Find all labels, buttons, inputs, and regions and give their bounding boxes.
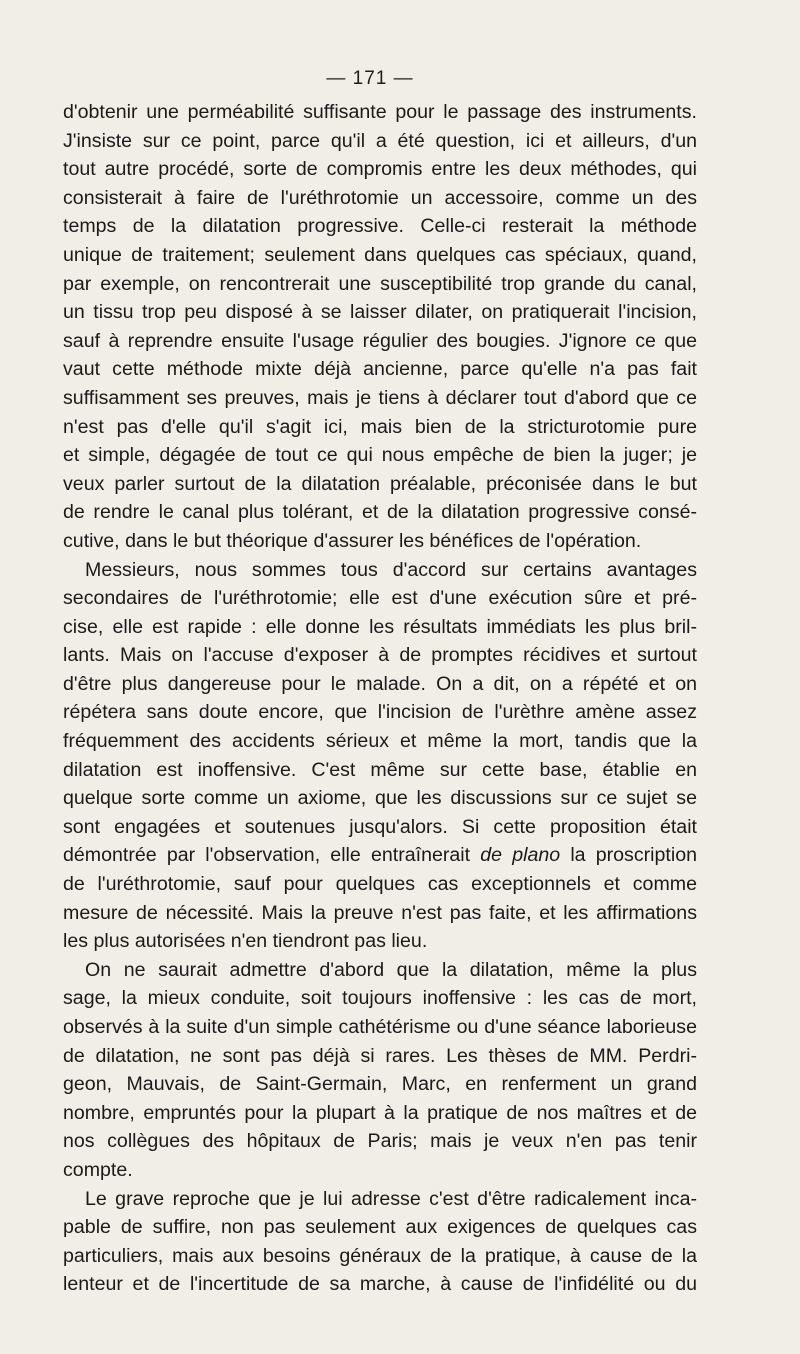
text-line: d'obtenir une perméabilité suffisante pour le passage des instruments. bbox=[63, 101, 697, 123]
text-line: lants. Mais on l'accuse d'exposer à de promptes récidives et surtout bbox=[63, 644, 697, 667]
text-line: veux parler surtout de la dilatation préalable, préconisée dans le but bbox=[63, 472, 697, 495]
text-line: par exemple, on rencontrerait une susceptibilité trop grande du canal, bbox=[63, 272, 697, 295]
text-segment: la proscription bbox=[560, 844, 697, 867]
text-line-with-italic bbox=[63, 841, 697, 870]
italic-phrase: de plano bbox=[480, 844, 561, 867]
text-line: temps de la dilatation progressive. Celle-ci resterait la méthode bbox=[63, 215, 697, 238]
text-line: de dilatation, ne sont pas déjà si rares. Les thèses de MM. Perdri- bbox=[63, 1044, 697, 1067]
text-line: compte. bbox=[63, 1158, 133, 1181]
body-text bbox=[63, 98, 697, 1299]
text-line: On ne saurait admettre d'abord que la dilatation, même la plus bbox=[85, 958, 697, 981]
text-line: consisterait à faire de l'uréthrotomie un accessoire, comme un des bbox=[63, 186, 697, 209]
text-line: observés à la suite d'un simple cathétérisme ou d'une séance laborieuse bbox=[63, 1016, 697, 1038]
text-line: vaut cette méthode mixte déjà ancienne, parce qu'elle n'a pas fait bbox=[63, 358, 697, 381]
text-line: sage, la mieux conduite, soit toujours inoffensive : les cas de mort, bbox=[63, 987, 697, 1010]
text-line: fréquemment des accidents sérieux et même la mort, tandis que la bbox=[63, 730, 697, 753]
text-line: lenteur et de l'incertitude de sa marche, à cause de l'infidélité ou du bbox=[63, 1273, 697, 1296]
text-line: tout autre procédé, sorte de compromis entre les deux méthodes, qui bbox=[63, 158, 697, 181]
text-line: nos collègues des hôpitaux de Paris; mais je veux n'en pas tenir bbox=[63, 1130, 697, 1153]
text-line: un tissu trop peu disposé à se laisser dilater, on pratiquerait l'incision, bbox=[63, 301, 697, 324]
text-line: geon, Mauvais, de Saint-Germain, Marc, en renferment un grand bbox=[63, 1073, 697, 1096]
page-number: — 171 — bbox=[326, 68, 414, 89]
text-line: J'insiste sur ce point, parce qu'il a été question, ici et ailleurs, d'un bbox=[63, 129, 697, 152]
text-line: Messieurs, nous sommes tous d'accord sur certains avantages bbox=[85, 558, 697, 581]
text-line: les plus autorisées n'en tiendront pas lieu. bbox=[63, 930, 428, 953]
text-line: particuliers, mais aux besoins généraux de la pratique, à cause de la bbox=[63, 1244, 697, 1267]
text-segment: démontrée par l'observation, elle entraînerait bbox=[63, 844, 481, 867]
text-line: Le grave reproche que je lui adresse c'est d'être radicalement inca- bbox=[85, 1187, 697, 1210]
text-line: mesure de nécessité. Mais la preuve n'est pas faite, et les affirmations bbox=[63, 901, 697, 924]
text-line: nombre, empruntés pour la plupart à la pratique de nos maîtres et de bbox=[63, 1101, 697, 1124]
text-line: pable de suffire, non pas seulement aux exigences de quelques cas bbox=[63, 1216, 697, 1239]
text-line: dilatation est inoffensive. C'est même sur cette base, établie en bbox=[63, 758, 697, 781]
text-line: de l'uréthrotomie, sauf pour quelques cas exceptionnels et comme bbox=[63, 873, 697, 896]
text-line: d'être plus dangereuse pour le malade. On a dit, on a répété et on bbox=[63, 672, 697, 695]
text-line: et simple, dégagée de tout ce qui nous empêche de bien la juger; je bbox=[63, 444, 697, 467]
text-line: unique de traitement; seulement dans quelques cas spéciaux, quand, bbox=[63, 243, 697, 266]
text-line: suffisamment ses preuves, mais je tiens à déclarer tout d'abord que ce bbox=[63, 386, 697, 409]
text-line: secondaires de l'uréthrotomie; elle est d'une exécution sûre et pré- bbox=[63, 587, 697, 610]
text-line: cise, elle est rapide : elle donne les résultats immédiats les plus bril- bbox=[63, 615, 697, 638]
text-line: de rendre le canal plus tolérant, et de la dilatation progressive consé- bbox=[63, 501, 697, 524]
text-line: sont engagées et soutenues jusqu'alors. Si cette proposition était bbox=[63, 815, 697, 838]
text-line: répétera sans doute encore, que l'incision de l'urèthre amène assez bbox=[63, 701, 697, 724]
text-line: cutive, dans le but théorique d'assurer les bénéfices de l'opération. bbox=[63, 529, 642, 552]
text-line: quelque sorte comme un axiome, que les discussions sur ce sujet se bbox=[63, 787, 697, 810]
text-line: n'est pas d'elle qu'il s'agit ici, mais bien de la stricturotomie pure bbox=[63, 415, 697, 438]
text-line: sauf à reprendre ensuite l'usage régulier des bougies. J'ignore ce que bbox=[63, 329, 697, 352]
